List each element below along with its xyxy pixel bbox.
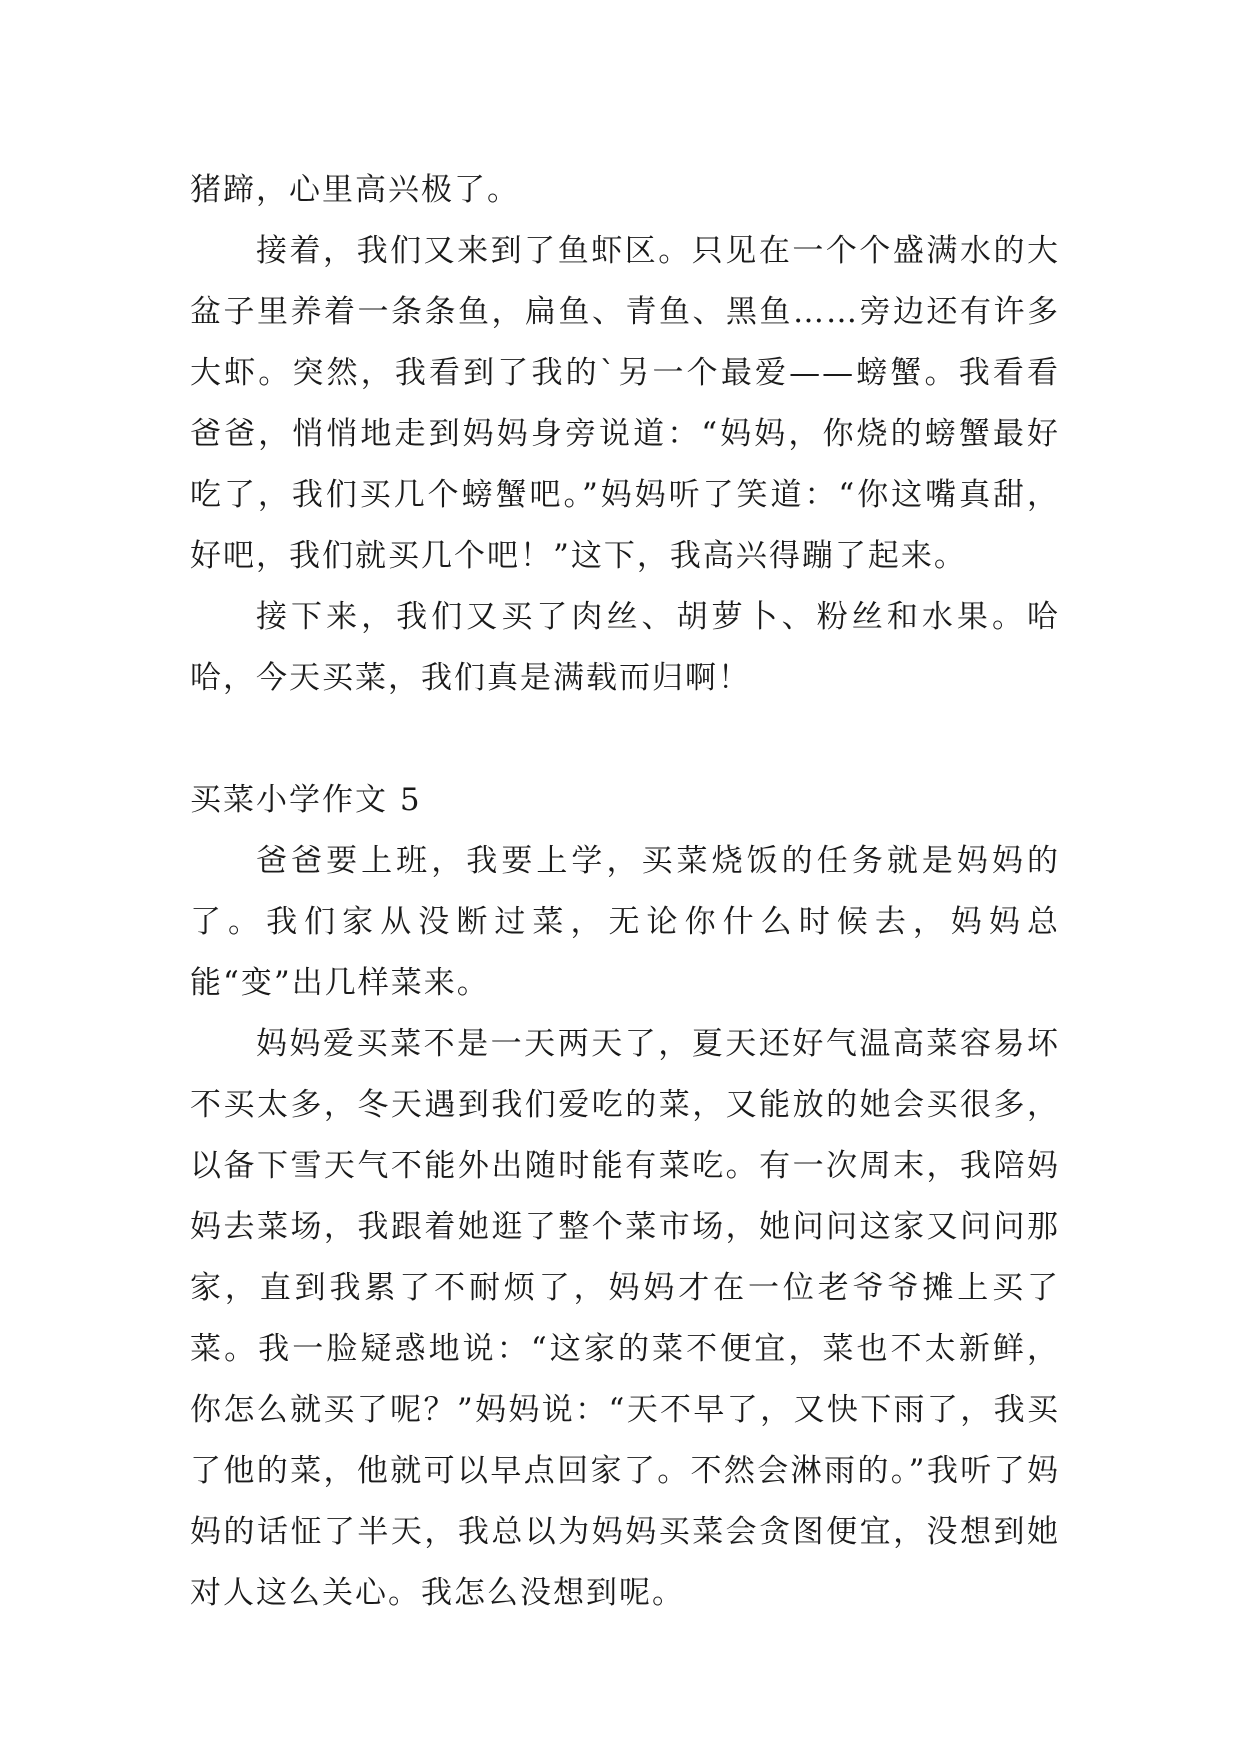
paragraph-fish-shrimp: 接着，我们又来到了鱼虾区。只见在一个个盛满水的大盆子里养着一条条鱼，扁鱼、青鱼、黑鱼……旁边还有许多大虾。突然，我看到了我的`另一个最爱——螃蟹。我看看爸爸，悄悄地走到妈妈身旁说道：“妈妈，你烧的螃蟹最好吃了，我们买几个螃蟹吧。”妈妈听了笑道：“你这嘴真甜，好吧，我们就买几个吧！”这下，我高兴得蹦了起来。 <box>190 233 1060 574</box>
section-title: 买菜小学作文 5 <box>190 782 422 818</box>
document-body <box>190 160 1060 1624</box>
section-gap <box>190 709 1060 770</box>
paragraph-continuation: 猪蹄，心里高兴极了。 <box>190 172 520 208</box>
paragraph-conclusion: 接下来，我们又买了肉丝、胡萝卜、粉丝和水果。哈哈，今天买菜，我们真是满载而归啊！ <box>190 599 1060 696</box>
paragraph-story: 妈妈爱买菜不是一天两天了，夏天还好气温高菜容易坏不买太多，冬天遇到我们爱吃的菜，又能放的她会买很多，以备下雪天气不能外出随时能有菜吃。有一次周末，我陪妈妈去菜场，我跟着她逛了整个菜市场，她问问这家又问问那家，直到我累了不耐烦了，妈妈才在一位老爷爷摊上买了菜。我一脸疑惑地说：“这家的菜不便宜，菜也不太新鲜，你怎么就买了呢？”妈妈说：“天不早了，又快下雨了，我买了他的菜，他就可以早点回家了。不然会淋雨的。”我听了妈妈的话怔了半天，我总以为妈妈买菜会贪图便宜，没想到她对人这么关心。我怎么没想到呢。 <box>190 1026 1060 1611</box>
paragraph-intro: 爸爸要上班，我要上学，买菜烧饭的任务就是妈妈的了。我们家从没断过菜，无论你什么时候去，妈妈总能“变”出几样菜来。 <box>190 843 1060 1001</box>
